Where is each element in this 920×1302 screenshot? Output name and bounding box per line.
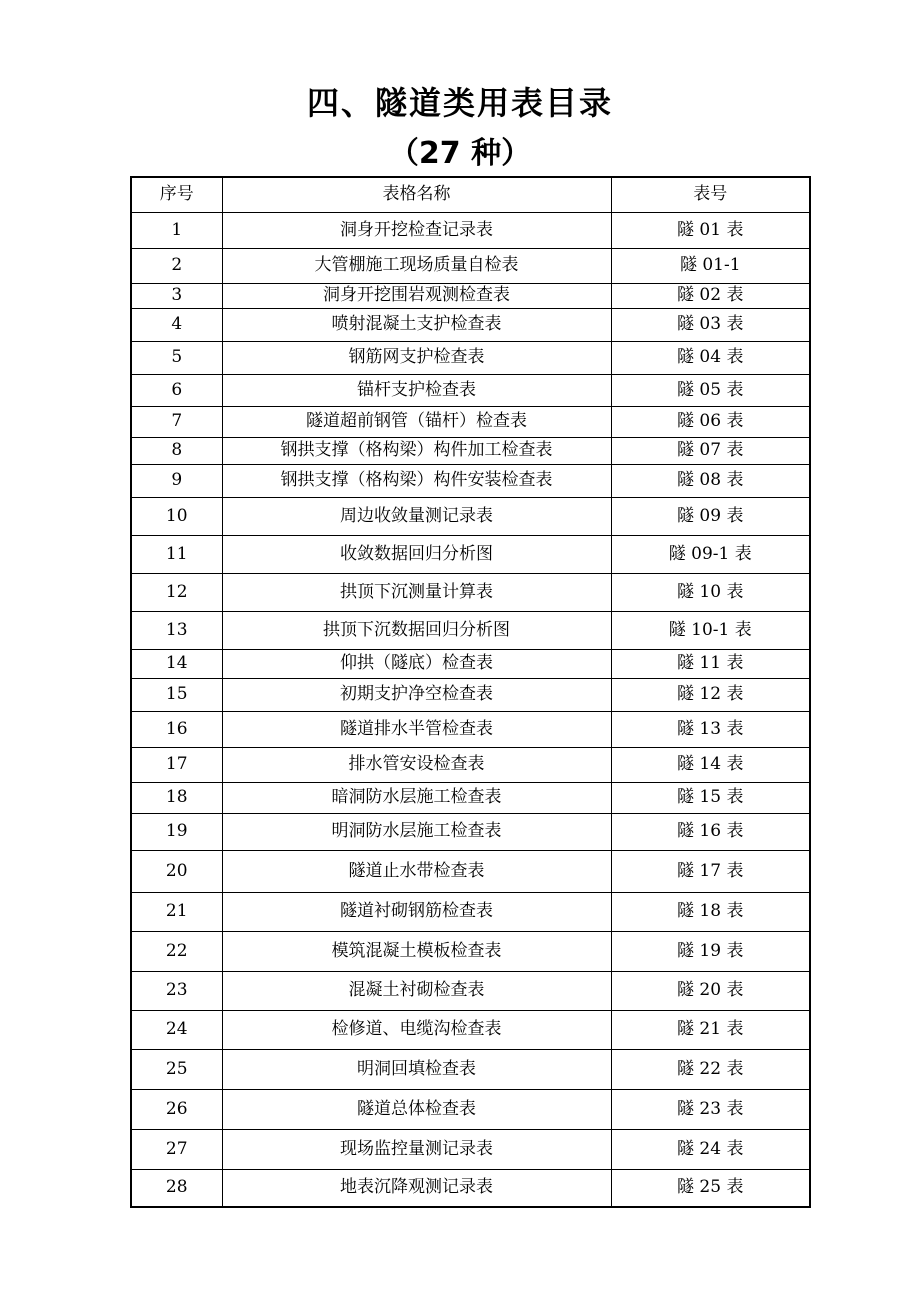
- table-row: [131, 747, 810, 782]
- row-index: 16: [131, 711, 222, 747]
- row-index: 2: [131, 248, 222, 283]
- table-row: [131, 782, 810, 813]
- row-form-name: 拱顶下沉测量计算表: [222, 573, 611, 611]
- page-title: 四、隧道类用表目录: [306, 84, 613, 122]
- table-row: [131, 341, 810, 374]
- row-form-number: 隧 23 表: [611, 1089, 810, 1129]
- row-form-number: 隧 16 表: [611, 813, 810, 850]
- row-form-number: 隧 17 表: [611, 850, 810, 892]
- table-row: [131, 813, 810, 850]
- row-index: 8: [131, 437, 222, 464]
- row-index: 9: [131, 464, 222, 497]
- row-form-name: 明洞回填检查表: [222, 1049, 611, 1089]
- table-row: [131, 437, 810, 464]
- row-form-name: 周边收敛量测记录表: [222, 497, 611, 535]
- row-index: 14: [131, 649, 222, 678]
- row-form-number: 隧 15 表: [611, 782, 810, 813]
- row-form-number: 隧 09 表: [611, 497, 810, 535]
- row-index: 19: [131, 813, 222, 850]
- table-row: [131, 374, 810, 406]
- row-index: 5: [131, 341, 222, 374]
- row-form-name: 隧道排水半管检查表: [222, 711, 611, 747]
- row-form-number: 隧 01 表: [611, 212, 810, 248]
- row-form-number: 隧 02 表: [611, 283, 810, 308]
- row-form-name: 拱顶下沉数据回归分析图: [222, 611, 611, 649]
- row-form-number: 隧 05 表: [611, 374, 810, 406]
- row-form-number: 隧 14 表: [611, 747, 810, 782]
- row-form-name: 洞身开挖围岩观测检查表: [222, 283, 611, 308]
- row-index: 23: [131, 971, 222, 1010]
- row-form-name: 钢拱支撑（格构梁）构件加工检查表: [222, 437, 611, 464]
- row-form-name: 大管棚施工现场质量自检表: [222, 248, 611, 283]
- row-index: 13: [131, 611, 222, 649]
- row-index: 18: [131, 782, 222, 813]
- row-index: 10: [131, 497, 222, 535]
- row-form-name: 锚杆支护检查表: [222, 374, 611, 406]
- table-row: [131, 649, 810, 678]
- table-header-row: [131, 177, 810, 212]
- row-form-name: 混凝土衬砌检查表: [222, 971, 611, 1010]
- row-form-name: 收敛数据回归分析图: [222, 535, 611, 573]
- row-form-number: 隧 08 表: [611, 464, 810, 497]
- row-form-name: 隧道总体检查表: [222, 1089, 611, 1129]
- row-form-number: 隧 07 表: [611, 437, 810, 464]
- row-form-number: 隧 22 表: [611, 1049, 810, 1089]
- row-form-number: 隧 12 表: [611, 678, 810, 711]
- row-form-name: 钢拱支撑（格构梁）构件安装检查表: [222, 464, 611, 497]
- header-form-name: 表格名称: [222, 177, 611, 212]
- row-index: 1: [131, 212, 222, 248]
- row-form-name: 明洞防水层施工检查表: [222, 813, 611, 850]
- row-index: 26: [131, 1089, 222, 1129]
- row-form-name: 暗洞防水层施工检查表: [222, 782, 611, 813]
- row-index: 12: [131, 573, 222, 611]
- row-form-number: 隧 13 表: [611, 711, 810, 747]
- row-form-number: 隧 10-1 表: [611, 611, 810, 649]
- row-index: 22: [131, 931, 222, 971]
- row-form-name: 排水管安设检查表: [222, 747, 611, 782]
- table-row: [131, 497, 810, 535]
- table-row: [131, 678, 810, 711]
- row-index: 25: [131, 1049, 222, 1089]
- table-row: [131, 1129, 810, 1169]
- row-form-name: 仰拱（隧底）检查表: [222, 649, 611, 678]
- row-form-name: 初期支护净空检查表: [222, 678, 611, 711]
- row-form-number: 隧 04 表: [611, 341, 810, 374]
- table-row: [131, 1089, 810, 1129]
- table-row: [131, 931, 810, 971]
- row-index: 17: [131, 747, 222, 782]
- row-index: 20: [131, 850, 222, 892]
- table-row: [131, 248, 810, 283]
- table-row: [131, 283, 810, 308]
- catalog-table: [130, 176, 811, 1208]
- row-form-name: 地表沉降观测记录表: [222, 1169, 611, 1207]
- table-row: [131, 535, 810, 573]
- row-form-name: 隧道超前钢管（锚杆）检查表: [222, 406, 611, 437]
- row-index: 15: [131, 678, 222, 711]
- table-row: [131, 573, 810, 611]
- row-form-name: 模筑混凝土模板检查表: [222, 931, 611, 971]
- row-index: 24: [131, 1010, 222, 1049]
- row-index: 4: [131, 308, 222, 341]
- row-index: 6: [131, 374, 222, 406]
- row-form-number: 隧 21 表: [611, 1010, 810, 1049]
- row-form-number: 隧 03 表: [611, 308, 810, 341]
- row-index: 3: [131, 283, 222, 308]
- row-form-number: 隧 01-1: [611, 248, 810, 283]
- row-form-name: 检修道、电缆沟检查表: [222, 1010, 611, 1049]
- row-form-name: 洞身开挖检查记录表: [222, 212, 611, 248]
- table-row: [131, 1049, 810, 1089]
- row-index: 7: [131, 406, 222, 437]
- row-form-number: 隧 24 表: [611, 1129, 810, 1169]
- table-row: [131, 464, 810, 497]
- row-form-number: 隧 11 表: [611, 649, 810, 678]
- row-form-number: 隧 20 表: [611, 971, 810, 1010]
- row-form-name: 钢筋网支护检查表: [222, 341, 611, 374]
- header-form-number: 表号: [611, 177, 810, 212]
- header-index: 序号: [131, 177, 222, 212]
- row-form-number: 隧 18 表: [611, 892, 810, 931]
- table-row: [131, 711, 810, 747]
- table-row: [131, 611, 810, 649]
- row-form-number: 隧 09-1 表: [611, 535, 810, 573]
- row-form-number: 隧 25 表: [611, 1169, 810, 1207]
- page-subtitle: （27 种）: [388, 136, 532, 171]
- row-form-name: 现场监控量测记录表: [222, 1129, 611, 1169]
- table-row: [131, 1169, 810, 1207]
- row-index: 11: [131, 535, 222, 573]
- row-index: 28: [131, 1169, 222, 1207]
- table-row: [131, 892, 810, 931]
- table-row: [131, 971, 810, 1010]
- table-row: [131, 850, 810, 892]
- row-form-number: 隧 19 表: [611, 931, 810, 971]
- table-row: [131, 406, 810, 437]
- row-form-name: 喷射混凝土支护检查表: [222, 308, 611, 341]
- row-form-number: 隧 10 表: [611, 573, 810, 611]
- row-index: 27: [131, 1129, 222, 1169]
- row-form-number: 隧 06 表: [611, 406, 810, 437]
- table-row: [131, 1010, 810, 1049]
- table-row: [131, 308, 810, 341]
- row-form-name: 隧道止水带检查表: [222, 850, 611, 892]
- row-form-name: 隧道衬砌钢筋检查表: [222, 892, 611, 931]
- row-index: 21: [131, 892, 222, 931]
- table-row: [131, 212, 810, 248]
